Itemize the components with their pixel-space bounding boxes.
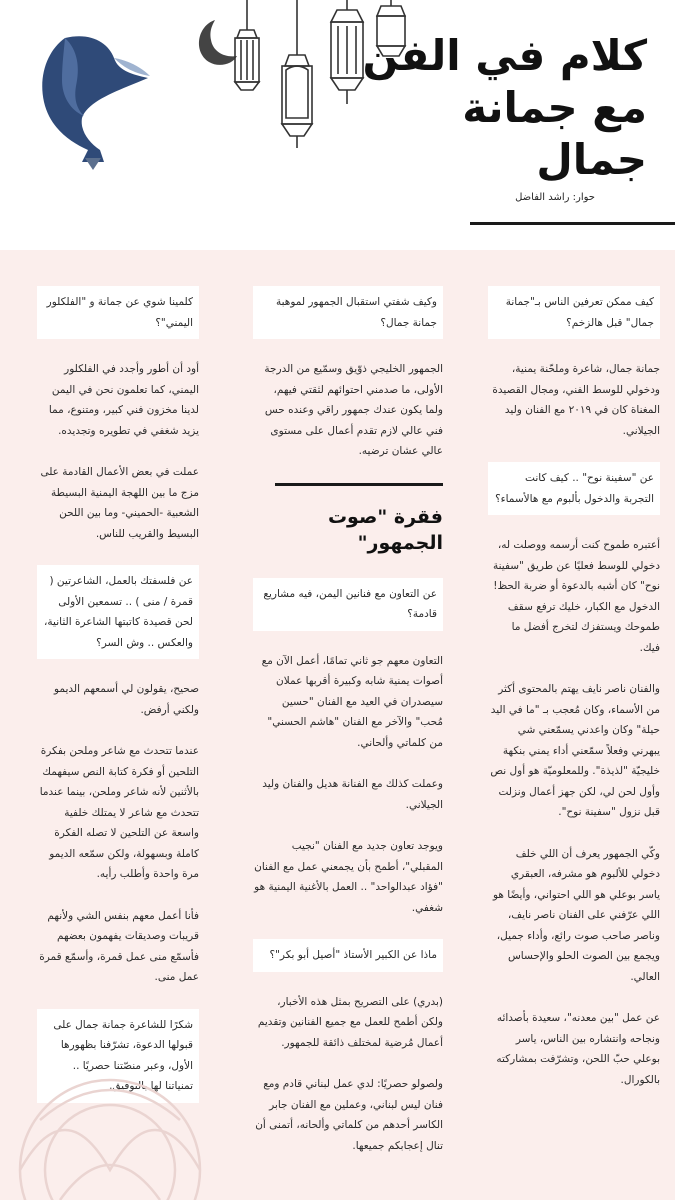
question-box: عن فلسفتك بالعمل، الشاعرتين ( قمرة / منى ) .. تسمعين الأولى لحن قصيدة كاتبتها الشاعرة الثانية، والعكس .. وش السر؟ — [37, 565, 199, 659]
question-box: ماذا عن الكبير الأستاذ "أصيل أبو بكر"؟ — [253, 939, 443, 972]
answer-paragraph: (بدري) على التصريح بمثل هذه الأخبار، ولكن أطمح للعمل مع جميع الفنانين وتقديم أعمال مُرضية لمختلف ذائقة للجمهور. — [257, 995, 443, 1049]
header — [0, 0, 675, 250]
answer-paragraph: وكّي الجمهور يعرف أن اللي خلف دخولي للألبوم هو مشرفه، العبقري ياسر بوعلي هو اللي احتواني، وأيضًا هو اللي عرّفني على الفنان ناصر نايف، وناصر صاحب صوت رائع، وأداء جميل، ويجمع بين الصوت الحلو والإحساس العالي. — [492, 847, 660, 983]
section-title: فقرة "صوت الجمهور" — [327, 505, 443, 554]
decorative-pattern-icon — [0, 1030, 260, 1200]
question-box: شكرًا للشاعرة جمانة جمال على قبولها الدعوة، تشرّفنا بظهورها الأول، وعبر منصّتنا حصريًا .. تمنياتنا لها بالتوفيق. — [37, 1009, 199, 1103]
answer-paragraph: وعملت كذلك مع الفنانة هديل والفنان وليد الجيلاني. — [262, 778, 443, 811]
answer-paragraph: ويوجد تعاون جديد مع الفنان "نجيب المقبلي"، أطمح بأن يجمعني عمل مع الفنان "فؤاد عبدالواحد" .. العمل بالأغنية اليمنية هو شغفي. — [254, 840, 443, 914]
column-middle — [253, 286, 443, 1177]
logo-swirl-icon — [30, 30, 160, 170]
solo-media-logo — [30, 30, 160, 170]
logo-line-1: Solo — [106, 102, 133, 117]
answer-paragraph: عملت في بعض الأعمال القادمة على مزج ما بين اللهجة اليمنية البسيطة الشعبية -الحميني- وما بين اللحن البسيط والقريب للناس. — [40, 466, 199, 540]
question-box: عن التعاون مع فنانين اليمن، فيه مشاريع قادمة؟ — [253, 578, 443, 631]
divider — [470, 222, 675, 225]
answer-paragraph: أعتبره طموح كنت أرسمه ووصلت له، دخولي للوسط فعليًا عن طريق "سفينة نوح" كان أشبه بالدعوة أو ضربة الحظ! الدخول مع الكبار، خليك ترفع سقف طموحك ويستفزك لتخرج أفضل ما فيك. — [492, 539, 660, 654]
question-box: عن "سفينة نوح" .. كيف كانت التجربة والدخول بألبوم مع هالأسماء؟ — [488, 462, 660, 515]
section-divider — [275, 483, 443, 486]
logo-line-2: Media — [106, 117, 142, 132]
answer-paragraph: جمانة جمال، شاعرة وملحّنة يمنية، ودخولي للوسط الفني، ومجال القصيدة المغناة كان في ٢٠١٩ مع الفنان وليد الجيلاني. — [492, 363, 660, 437]
question-box: وكيف شفتي استقبال الجمهور لموهبة جمانة جمال؟ — [253, 286, 443, 339]
title-line-1: كلام في الفن — [362, 31, 647, 80]
column-left — [37, 286, 199, 1123]
title-line-2: مع جمانة جمال — [462, 83, 647, 184]
question-box: كيف ممكن تعرفين الناس بـ"جمانة جمال" قبل هالزخم؟ — [488, 286, 660, 339]
answer-paragraph: عندما تتحدث مع شاعر وملحن بفكرة التلحين أو فكرة كتابة النص سيفهمك بالأثنين لأنه شاعر وملحن، بينما عندما تتحدث مع شاعر لا يمتلك خلفية واسعة عن التلحين لا تصله الفكرة كاملة وبسهولة، ولكن سمّعه الديمو مرة واحدة وأطلب رأيه. — [39, 745, 199, 880]
answer-paragraph: أود أن أطور وأجدد في الفلكلور اليمني، كما تعلمون نحن في اليمن لدينا مخزون فني كبير، ومتنوع، مما يزيد شغفي في تطويره وتجديده. — [48, 363, 199, 437]
answer-paragraph: الجمهور الخليجي ذوّيق وسمّيع من الدرجة الأولى، ما صدمني احتوائهم لثقتي فيهم، ولما يكون عندك جمهور راقي وعنده حس فني عالي لازم تقدم أعمال على مستوى عالي عشان ترضيه. — [264, 363, 443, 457]
answer-paragraph: التعاون معهم جو ثاني تمامًا، أعمل الآن مع أصوات يمنية شابه وكبيرة أقربها عملان سيصدران في العيد مع الفنان "حسين مُحب" والآخر مع الفنان "هاشم الحسني" من كلماتي وألحاني. — [261, 654, 443, 749]
answer-paragraph: ولصولو حصريًا: لدي عمل لبناني قادم ومع فنان ليس لبناني، وعملين مع الفنان جابر الكاسر أحدهم من كلماتي وألحانه، أتمنى أن تنال إعجابكم جميعها. — [255, 1078, 443, 1152]
column-middle-bottom — [253, 578, 443, 1157]
question-box: كلمينا شوي عن جمانة و "الفلكلور اليمني"؟ — [37, 286, 199, 339]
answer-paragraph: عن عمل "بين معدنه"، سعيدة بأصدائه ونجاحه وانتشاره بين الناس، ياسر بوعلي حبّ اللحن، وتشرّفت بمشاركته بالكورال. — [496, 1012, 660, 1086]
answer-paragraph: فأنا أعمل معهم بنفس الشي ولأنهم قريبات وصديقات يفهمون بعضهم فأسمّع منى عمل قمرة، وأسمّع قمرة عمل منى. — [39, 909, 199, 983]
byline: حوار: راشد الفاضل — [515, 192, 595, 203]
column-right — [488, 286, 660, 1111]
page-title — [347, 30, 647, 186]
answer-paragraph: والفنان ناصر نايف يهتم بالمحتوى أكثر من الأسماء، وكان مُعجب بـ "ما في اليد حيلة" وكان واعدني يسمّعني شي يبهرني وفعلاً سمّعني أداء يمني بنكهة خليجيّة "لذيذة". وللمعلوميّة هو أول نص وأول لحن لي، لكن جهز أعمال ونزلت قبل نزول "سفينة نوح". — [490, 683, 660, 818]
answer-paragraph: صحيح، يقولون لي أسمعهم الديمو ولكني أرفض. — [53, 683, 199, 716]
column-middle-top — [253, 286, 443, 462]
